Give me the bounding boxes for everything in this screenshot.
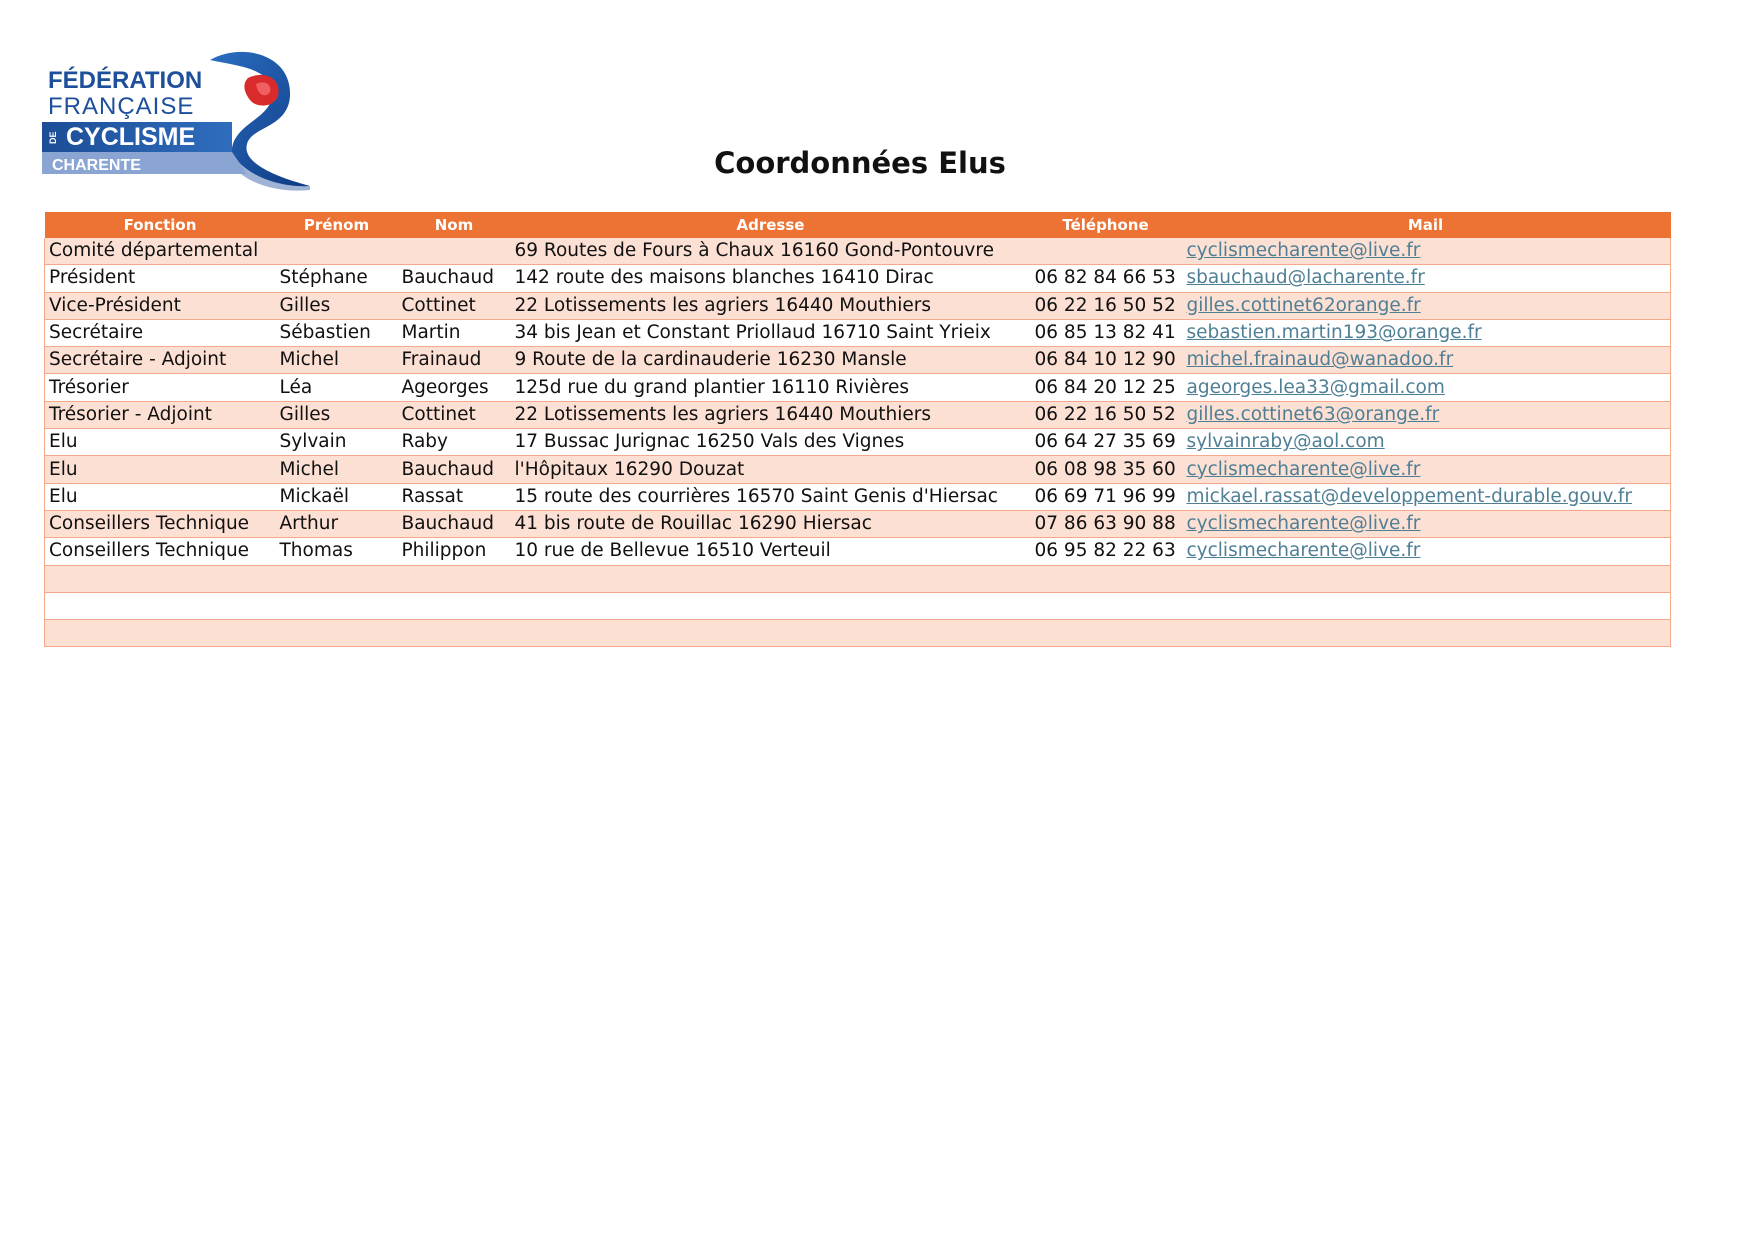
cell-mail-link[interactable]: cyclismecharente@live.fr <box>1181 538 1671 565</box>
cell-fonction: Secrétaire - Adjoint <box>45 347 276 374</box>
cell-mail-link[interactable]: gilles.cottinet63@orange.fr <box>1181 401 1671 428</box>
cell-adresse: 15 route des courrières 16570 Saint Genis d'Hiersac <box>511 483 1031 510</box>
cell-nom <box>398 238 511 265</box>
elus-table <box>44 212 1671 647</box>
cell-mail-link[interactable]: sbauchaud@lacharente.fr <box>1181 265 1671 292</box>
cell-prenom: Michel <box>276 347 398 374</box>
cell-telephone: 06 95 82 22 63 <box>1031 538 1181 565</box>
cell-mail-link[interactable]: cyclismecharente@live.fr <box>1181 238 1671 265</box>
table-row <box>45 456 1671 483</box>
cell-prenom: Léa <box>276 374 398 401</box>
cell-fonction: Secrétaire <box>45 319 276 346</box>
cell-adresse: 34 bis Jean et Constant Priollaud 16710 Saint Yrieix <box>511 319 1031 346</box>
cell-mail-link[interactable]: sebastien.martin193@orange.fr <box>1181 319 1671 346</box>
cell-fonction: Président <box>45 265 276 292</box>
table-row <box>45 510 1671 537</box>
cell-nom: Frainaud <box>398 347 511 374</box>
cell-prenom: Michel <box>276 456 398 483</box>
table-header-row <box>45 212 1671 238</box>
cell-prenom: Sylvain <box>276 429 398 456</box>
cell-nom: Philippon <box>398 538 511 565</box>
cell-telephone: 06 84 10 12 90 <box>1031 347 1181 374</box>
table-row <box>45 429 1671 456</box>
cell-fonction: Elu <box>45 483 276 510</box>
cell-nom: Martin <box>398 319 511 346</box>
cell-prenom <box>276 238 398 265</box>
cell-telephone <box>1031 592 1181 619</box>
header-mail[interactable]: Mail <box>1181 212 1671 238</box>
cell-fonction <box>45 592 276 619</box>
cell-mail-link[interactable]: ageorges.lea33@gmail.com <box>1181 374 1671 401</box>
table-row <box>45 401 1671 428</box>
cell-telephone: 06 82 84 66 53 <box>1031 265 1181 292</box>
cell-telephone <box>1031 565 1181 592</box>
table-row <box>45 347 1671 374</box>
svg-text:CYCLISME: CYCLISME <box>66 123 196 151</box>
cell-adresse: 69 Routes de Fours à Chaux 16160 Gond-Pontouvre <box>511 238 1031 265</box>
cell-prenom: Stéphane <box>276 265 398 292</box>
cell-prenom <box>276 565 398 592</box>
cell-adresse: 41 bis route de Rouillac 16290 Hiersac <box>511 510 1031 537</box>
cell-telephone: 06 64 27 35 69 <box>1031 429 1181 456</box>
table-row <box>45 483 1671 510</box>
cell-telephone: 06 84 20 12 25 <box>1031 374 1181 401</box>
cell-mail-link <box>1181 592 1671 619</box>
svg-text:FRANÇAISE: FRANÇAISE <box>48 93 195 120</box>
cell-fonction: Trésorier - Adjoint <box>45 401 276 428</box>
cell-prenom <box>276 620 398 647</box>
cell-nom: Rassat <box>398 483 511 510</box>
cell-prenom: Gilles <box>276 401 398 428</box>
cell-fonction <box>45 565 276 592</box>
cell-mail-link[interactable]: gilles.cottinet62orange.fr <box>1181 292 1671 319</box>
cell-mail-link[interactable]: mickael.rassat@developpement-durable.gouv.fr <box>1181 483 1671 510</box>
table-row <box>45 592 1671 619</box>
svg-text:CHARENTE: CHARENTE <box>52 157 141 174</box>
cell-adresse: 22 Lotissements les agriers 16440 Mouthiers <box>511 401 1031 428</box>
cell-telephone: 07 86 63 90 88 <box>1031 510 1181 537</box>
cycliste-logo-icon <box>42 48 352 200</box>
cell-adresse: 17 Bussac Jurignac 16250 Vals des Vignes <box>511 429 1031 456</box>
header-nom[interactable]: Nom <box>398 212 511 238</box>
svg-text:DE: DE <box>48 131 58 144</box>
cell-adresse: l'Hôpitaux 16290 Douzat <box>511 456 1031 483</box>
table-row <box>45 238 1671 265</box>
cell-adresse <box>511 620 1031 647</box>
cell-nom: Ageorges <box>398 374 511 401</box>
cell-nom: Bauchaud <box>398 265 511 292</box>
cell-adresse: 10 rue de Bellevue 16510 Verteuil <box>511 538 1031 565</box>
svg-text:FÉDÉRATION: FÉDÉRATION <box>48 67 203 94</box>
cell-adresse: 22 Lotissements les agriers 16440 Mouthiers <box>511 292 1031 319</box>
cell-mail-link <box>1181 620 1671 647</box>
cell-nom <box>398 592 511 619</box>
cell-adresse: 9 Route de la cardinauderie 16230 Mansle <box>511 347 1031 374</box>
table-row <box>45 374 1671 401</box>
cell-mail-link[interactable]: sylvainraby@aol.com <box>1181 429 1671 456</box>
cell-fonction: Conseillers Technique <box>45 510 276 537</box>
cell-fonction: Elu <box>45 429 276 456</box>
table-row <box>45 265 1671 292</box>
cell-nom: Cottinet <box>398 401 511 428</box>
cell-nom: Raby <box>398 429 511 456</box>
cell-telephone: 06 69 71 96 99 <box>1031 483 1181 510</box>
cell-telephone: 06 22 16 50 52 <box>1031 401 1181 428</box>
cell-telephone: 06 08 98 35 60 <box>1031 456 1181 483</box>
cell-fonction: Vice-Président <box>45 292 276 319</box>
header-fonction[interactable]: Fonction <box>45 212 276 238</box>
header-prenom[interactable]: Prénom <box>276 212 398 238</box>
cell-prenom: Gilles <box>276 292 398 319</box>
table-row <box>45 620 1671 647</box>
table-row <box>45 538 1671 565</box>
cell-telephone: 06 22 16 50 52 <box>1031 292 1181 319</box>
cell-adresse <box>511 565 1031 592</box>
cell-fonction: Trésorier <box>45 374 276 401</box>
cell-telephone <box>1031 620 1181 647</box>
cell-fonction: Elu <box>45 456 276 483</box>
cell-adresse: 125d rue du grand plantier 16110 Rivières <box>511 374 1031 401</box>
federation-logo <box>42 48 352 200</box>
page-title: Coordonnées Elus <box>714 146 1006 180</box>
cell-mail-link[interactable]: cyclismecharente@live.fr <box>1181 456 1671 483</box>
cell-prenom: Mickaël <box>276 483 398 510</box>
header-telephone[interactable]: Téléphone <box>1031 212 1181 238</box>
cell-mail-link[interactable]: michel.frainaud@wanadoo.fr <box>1181 347 1671 374</box>
cell-adresse: 142 route des maisons blanches 16410 Dirac <box>511 265 1031 292</box>
cell-fonction <box>45 620 276 647</box>
cell-telephone <box>1031 238 1181 265</box>
table-row <box>45 319 1671 346</box>
cell-mail-link <box>1181 565 1671 592</box>
header-adresse[interactable]: Adresse <box>511 212 1031 238</box>
cell-fonction: Conseillers Technique <box>45 538 276 565</box>
cell-telephone: 06 85 13 82 41 <box>1031 319 1181 346</box>
cell-adresse <box>511 592 1031 619</box>
cell-nom: Cottinet <box>398 292 511 319</box>
cell-prenom: Sébastien <box>276 319 398 346</box>
cell-nom <box>398 565 511 592</box>
cell-fonction: Comité départemental <box>45 238 276 265</box>
cell-mail-link[interactable]: cyclismecharente@live.fr <box>1181 510 1671 537</box>
cell-prenom: Arthur <box>276 510 398 537</box>
cell-nom: Bauchaud <box>398 456 511 483</box>
cell-prenom: Thomas <box>276 538 398 565</box>
cell-nom <box>398 620 511 647</box>
cell-nom: Bauchaud <box>398 510 511 537</box>
table-row <box>45 292 1671 319</box>
table-row <box>45 565 1671 592</box>
cell-prenom <box>276 592 398 619</box>
